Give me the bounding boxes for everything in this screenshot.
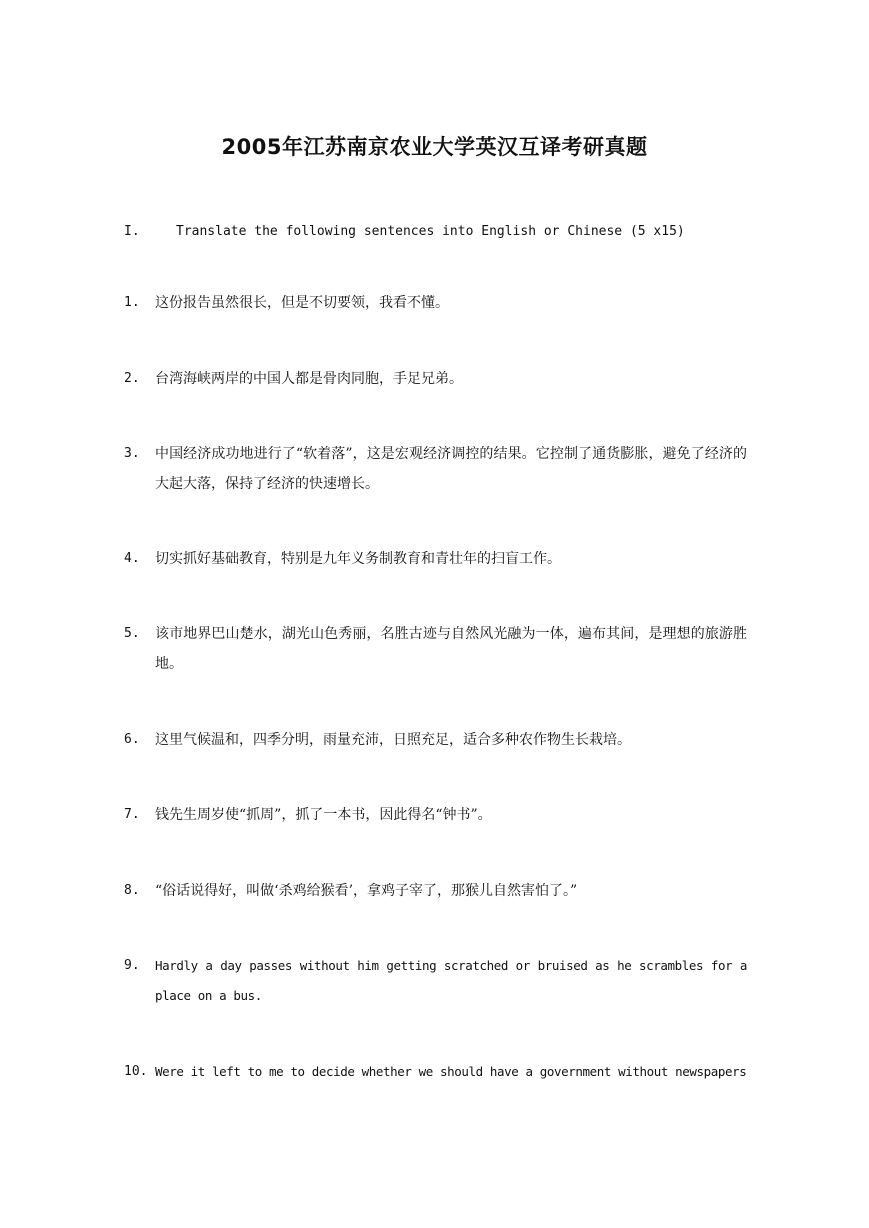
question-item [124,725,764,755]
question-text: Hardly a day passes without him getting scratched or bruised as he scrambles for a place on a bus. [155,958,747,1003]
question-text: 这份报告虽然很长，但是不切要领，我看不懂。 [155,295,449,311]
question-item [124,951,764,1011]
question-item [124,288,764,318]
question-text: 该市地界巴山楚水，湖光山色秀丽，名胜古迹与自然风光融为一体，遍布其间，是理想的旅游胜地。 [155,626,747,672]
question-text: Were it left to me to decide whether we should have a government without newspapers [155,1064,747,1079]
question-item [124,1057,764,1087]
question-text: 切实抓好基础教育，特别是九年义务制教育和青壮年的扫盲工作。 [155,551,561,567]
question-number: 4. [124,551,140,566]
document-title: 2005年江苏南京农业大学英汉互译考研真题 [221,135,648,159]
question-text: 这里气候温和，四季分明，雨量充沛，日照充足，适合多种农作物生长栽培。 [155,732,631,748]
question-text: 钱先生周岁使“抓周”，抓了一本书，因此得名“钟书”。 [155,807,492,823]
question-number: 5. [124,626,140,641]
question-text: 中国经济成功地进行了“软着落”，这是宏观经济调控的结果。它控制了通货膨胀，避免了经济的大起大落，保持了经济的快速增长。 [155,446,747,492]
section-heading [124,222,764,242]
question-number: 7. [124,807,140,822]
question-item [124,544,764,574]
question-number: 2. [124,371,140,386]
question-number: 1. [124,295,140,310]
question-item [124,800,764,830]
section-number: I. [124,224,140,239]
question-item [124,619,764,679]
question-item [124,364,764,394]
question-number: 6. [124,732,140,747]
section-instruction: Translate the following sentences into English or Chinese (5 x15) [176,224,685,239]
question-number: 3. [124,446,140,461]
question-number: 8. [124,883,140,898]
question-item [124,876,764,906]
question-number: 10. [124,1064,148,1079]
question-text: 台湾海峡两岸的中国人都是骨肉同胞，手足兄弟。 [155,371,463,387]
question-item [124,439,764,499]
question-text: “俗话说得好，叫做‘杀鸡给猴看’，拿鸡子宰了，那猴儿自然害怕了。” [155,883,578,899]
question-number: 9. [124,958,140,973]
